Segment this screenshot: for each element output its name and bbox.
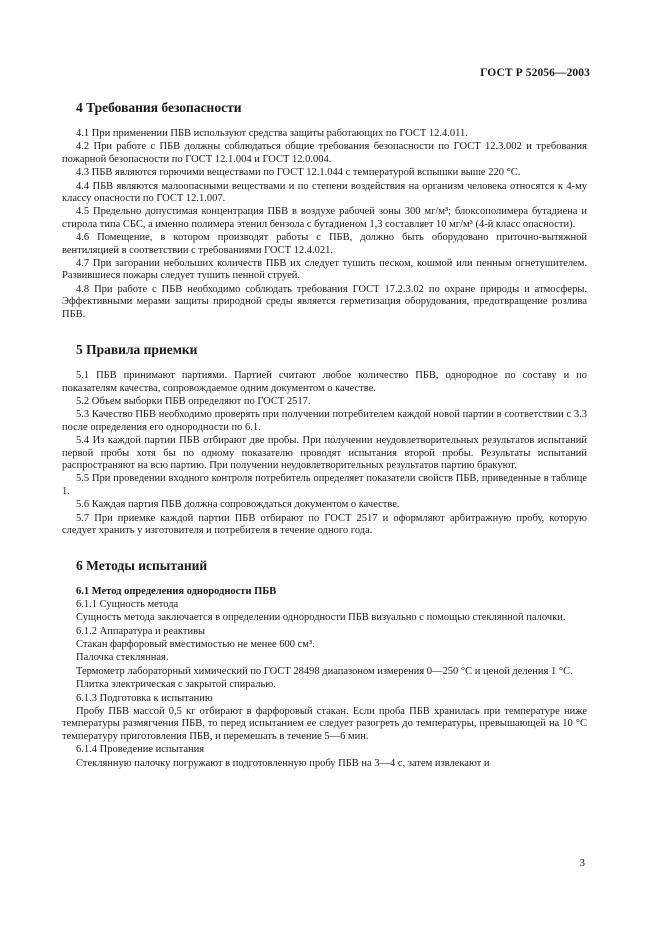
paragraph-4-3: 4.3 ПБВ являются горючими веществами по ГОСТ 12.1.044 с температурой вспышки выше 220 °С. — [76, 167, 521, 179]
paragraph-5-4: 5.4 Из каждой партии ПБВ отбирают две пробы. При получении неудовлетворительных результатов испытаний первой пробы хотя бы по одному показателю проводят испытания второй пробы. Результаты испытаний распространяют на всю партию. При получении неудовлетворительных результатов партию бракуют. — [62, 435, 587, 471]
subsection-6-1-title: 6.1 Метод определения однородности ПБВ — [76, 586, 277, 598]
paragraph-4-2: 4.2 При работе с ПБВ должны соблюдаться общие требования безопасности по ГОСТ 12.3.002 и требования пожарной безопасности по ГОСТ 12.1.004 и ГОСТ 12.0.004. — [62, 141, 587, 165]
paragraph-5-1: 5.1 ПБВ принимают партиями. Партией считают любое количество ПБВ, однородное по составу и по показателям качества, сопровождаемое одним документом о качестве. — [62, 370, 587, 394]
paragraph-4-7: 4.7 При загорании небольших количеств ПБВ их следует тушить песком, кошмой или пенным огнетушителем. Развившиеся пожары следует тушить пенной струей. — [62, 258, 587, 282]
paragraph-4-1: 4.1 При применении ПБВ используют средства защиты работающих по ГОСТ 12.4.011. — [76, 128, 468, 139]
paragraph-6-1-2-hotplate: Плитка электрическая с закрытой спиралью. — [76, 679, 276, 691]
page-number: 3 — [579, 857, 585, 869]
paragraph-6-1-4-text: Стеклянную палочку погружают в подготовленную пробу ПБВ на 3—4 с, затем извлекают и — [76, 757, 490, 769]
paragraph-5-7: 5.7 При приемке каждой партии ПБВ отбирают по ГОСТ 2517 и оформляют арбитражную пробу, которую следует хранить у изготовителя и потребителя в течение одного года. — [62, 512, 587, 536]
document-header: ГОСТ Р 52056—2003 — [480, 67, 590, 79]
paragraph-4-8: 4.8 При работе с ПБВ необходимо соблюдать требования ГОСТ 17.2.3.02 по охране природы и атмосферы. Эффективными мерами защиты природной среды является герметизация оборудования, предотвращение розлива ПБВ. — [62, 283, 587, 320]
paragraph-6-1-1-title: 6.1.1 Сущность метода — [76, 598, 179, 610]
section-4-title: 4 Требования безопасности — [76, 100, 242, 115]
paragraph-6-1-3-title: 6.1.3 Подготовка к испытанию — [76, 692, 213, 704]
paragraph-6-1-4-title: 6.1.4 Проведение испытания — [76, 744, 205, 756]
paragraph-4-4: 4.4 ПБВ являются малоопасными веществами и по степени воздействия на организм человека относятся к 4-му классу опасности по ГОСТ 12.1.007. — [62, 180, 587, 205]
paragraph-6-1-2-thermometer: Термометр лабораторный химический по ГОСТ 28498 диапазоном измерения 0—250 °С и ценой деления 1 °С. — [76, 665, 573, 677]
paragraph-6-1-3-text: Пробу ПБВ массой 0,5 кг отбирают в фарфоровый стакан. Если проба ПБВ хранилась при температуре ниже температуры размягчения ПБВ, то перед испытанием ее следует разогреть до температуры, превышающей на 10 °С температуру приготовления ПБВ, и перемешать в течение 5—6 мин. — [62, 706, 587, 742]
section-5-title: 5 Правила приемки — [76, 342, 198, 358]
paragraph-6-1-2-title: 6.1.2 Аппаратура и реактивы — [76, 625, 206, 637]
paragraph-4-6: 4.6 Помещение, в котором производят работы с ПБВ, должно быть оборудовано приточно-вытяжной вентиляцией в соответствии с требованиями ГОСТ 12.4.021. — [62, 232, 587, 256]
document-body — [62, 92, 587, 771]
paragraph-5-2: 5.2 Объем выборки ПБВ определяют по ГОСТ 2517. — [76, 395, 311, 407]
paragraph-6-1-2-rod: Палочка стеклянная. — [76, 652, 169, 664]
paragraph-5-3: 5.3 Качество ПБВ необходимо проверять при получении потребителем каждой новой партии в соответствии с 3.3 после определения его однородности по 6.1. — [62, 409, 587, 433]
section-6-title: 6 Методы испытаний — [76, 558, 208, 574]
paragraph-5-6: 5.6 Каждая партия ПБВ должна сопровождаться документом о качестве. — [76, 499, 400, 511]
paragraph-4-5: 4.5 Предельно допустимая концентрация ПБВ в воздухе рабочей зоны 300 мг/м³; блоксополимера бутадиена и стирола типа СБС, а именно полимера этенил бензола с бутадиеном 1,3 составляет 10 мг/м³ (4-й класс опасности). — [62, 206, 587, 230]
paragraph-5-5: 5.5 При проведении входного контроля потребитель определяет показатели свойств ПБВ, приведенные в таблице 1. — [62, 473, 587, 497]
paragraph-6-1-2-beaker: Стакан фарфоровый вместимостью не менее 600 см³. — [76, 639, 315, 650]
paragraph-6-1-1-text: Сущность метода заключается в определении однородности ПБВ визуально с помощью стеклянной палочки. — [76, 612, 566, 624]
